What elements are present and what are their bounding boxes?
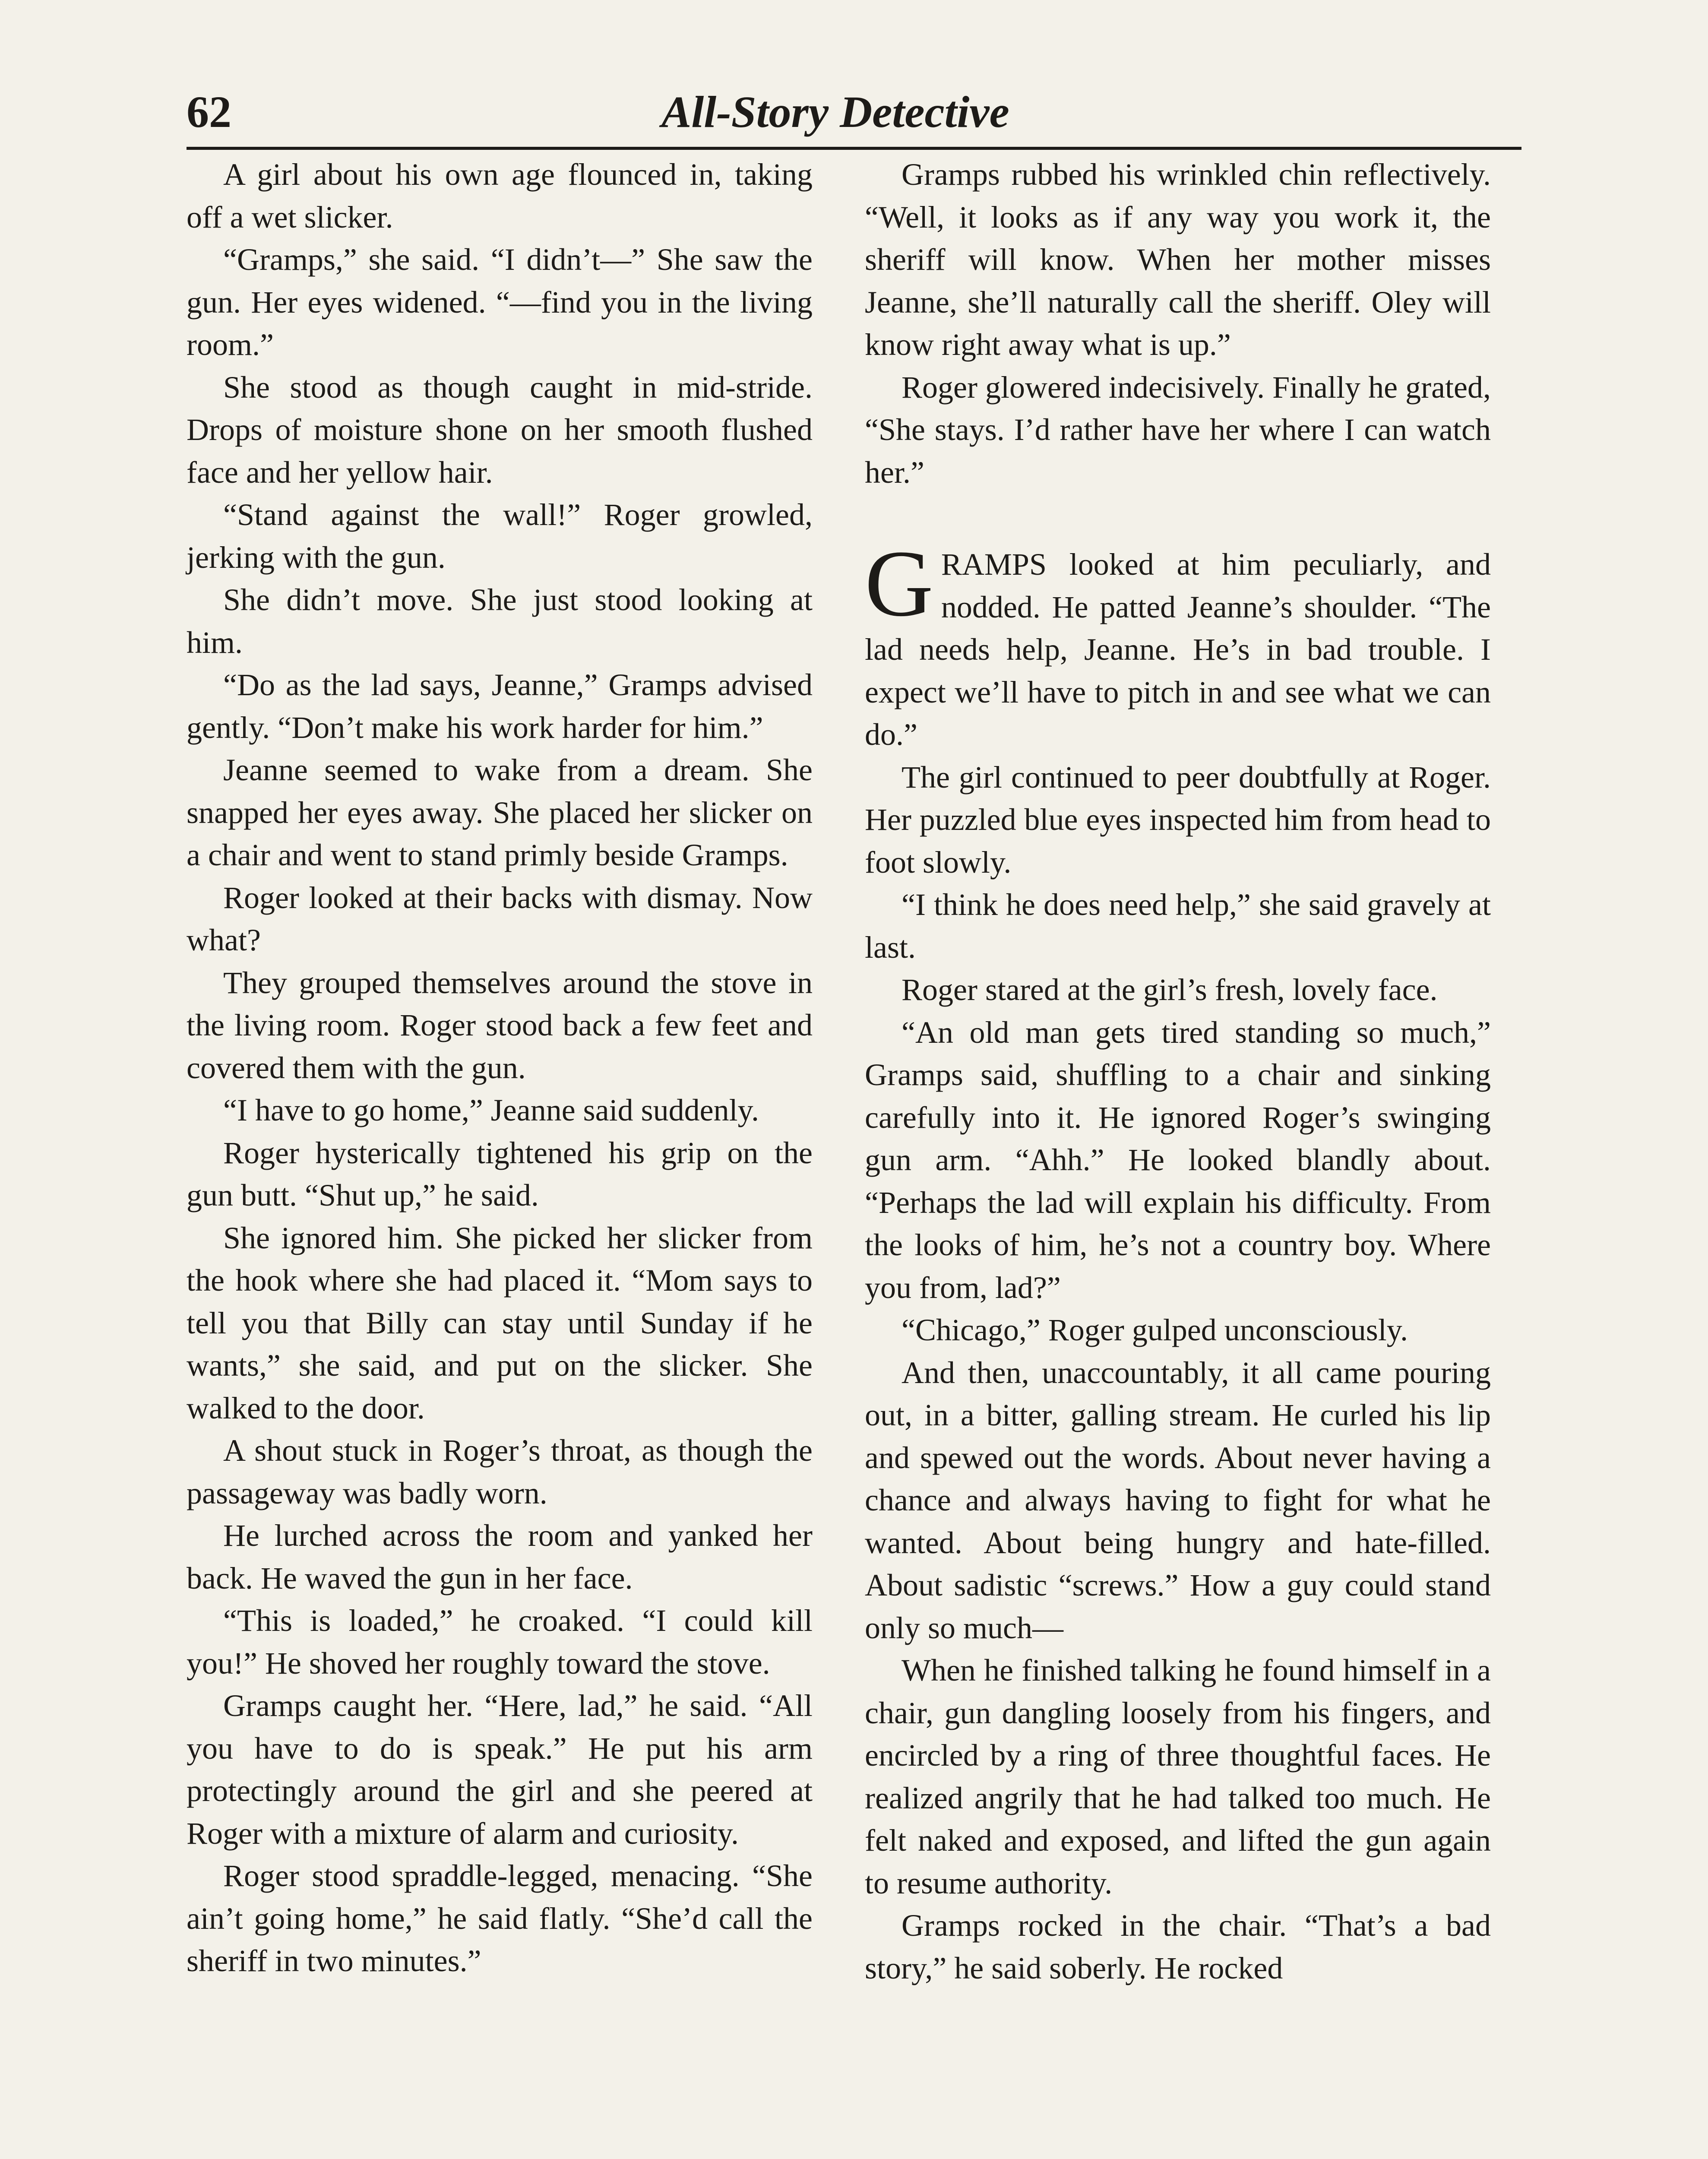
paragraph: She didn’t move. She just stood looking at him.: [187, 582, 813, 660]
paragraph: “Chicago,” Roger gulped unconsciously.: [901, 1313, 1408, 1347]
page-number: 62: [187, 87, 231, 137]
paragraph: “Do as the lad says, Jeanne,” Gramps advised gently. “Don’t make his work harder for him.”: [187, 668, 813, 745]
paragraph: “Stand against the wall!” Roger growled, jerking with the gun.: [187, 497, 813, 575]
paragraph: The girl continued to peer doubtfully at Roger. Her puzzled blue eyes inspected him from head to foot slowly.: [865, 760, 1491, 880]
paragraph: Gramps caught her. “Here, lad,” he said. “All you have to do is speak.” He put his arm protectingly around the girl and she peered at Roger with a mixture of alarm and curiosity.: [187, 1688, 813, 1851]
paragraph: They grouped themselves around the stove in the living room. Roger stood back a few feet and covered them with the gun.: [187, 965, 813, 1085]
paragraph: Roger stared at the girl’s fresh, lovely face.: [901, 972, 1438, 1007]
right-column: [865, 153, 1491, 2159]
paragraph: “I think he does need help,” she said gravely at last.: [865, 887, 1491, 965]
paragraph: “An old man gets tired standing so much,” Gramps said, shuffling to a chair and sinking carefully into it. He ignored Roger’s swinging gun arm. “Ahh.” He looked blandly about. “Perhaps the lad will explain his difficulty. From the looks of him, he’s not a country boy. Where you from, lad?”: [865, 1015, 1491, 1305]
paragraph: Jeanne seemed to wake from a dream. She snapped her eyes away. She placed her slicker on a chair and went to stand primly beside Gramps.: [187, 753, 813, 872]
paragraph: Roger stood spraddle-legged, menacing. “She ain’t going home,” he said flatly. “She’d call the sheriff in two minutes.”: [187, 1858, 813, 1978]
section-first-text: RAMPS looked at him peculiarly, and nodded. He patted Jeanne’s shoulder. “The lad needs help, Jeanne. He’s in bad trouble. I expect we’ll have to pitch in and see what we can do.”: [865, 547, 1491, 752]
paragraph: “I have to go home,” Jeanne said suddenly.: [223, 1093, 759, 1127]
drop-cap: G: [865, 531, 933, 636]
section-start-paragraph: [865, 531, 1491, 756]
paragraph: Roger hysterically tightened his grip on the gun butt. “Shut up,” he said.: [187, 1135, 813, 1212]
magazine-title: All-Story Detective: [661, 87, 1009, 137]
page-header: [187, 78, 1521, 150]
paragraph: And then, unaccountably, it all came pouring out, in a bitter, galling stream. He curled his lip and spewed out the words. About never having a chance and always having to fight for what he wanted. About being hungry and hate-filled. About sadistic “screws.” How a guy could stand only so much—: [865, 1355, 1491, 1645]
paragraph: She ignored him. She picked her slicker from the hook where she had placed it. “Mom says to tell you that Billy can stay until Sunday if he wants,” she said, and put on the slicker. She walked to the door.: [187, 1220, 813, 1425]
paragraph: Gramps rubbed his wrinkled chin reflectively. “Well, it looks as if any way you work it, the sheriff will know. When her mother misses Jeanne, she’ll naturally call the sheriff. Oley will know right away what is up.”: [865, 157, 1491, 362]
paragraph: A girl about his own age flounced in, taking off a wet slicker.: [187, 157, 813, 234]
paragraph: When he finished talking he found himself in a chair, gun dangling loosely from his fingers, and encircled by a ring of three thoughtful faces. He realized angrily that he had talked too much. He felt naked and exposed, and lifted the gun again to resume authority.: [865, 1653, 1491, 1900]
paragraph: A shout stuck in Roger’s throat, as though the passageway was badly worn.: [187, 1433, 813, 1510]
paragraph: Roger looked at their backs with dismay. Now what?: [187, 880, 813, 957]
paragraph: Roger glowered indecisively. Finally he grated, “She stays. I’d rather have her where I can watch her.”: [865, 370, 1491, 490]
paragraph: “This is loaded,” he croaked. “I could kill you!” He shoved her roughly toward the stove.: [187, 1603, 813, 1681]
left-column: [187, 153, 813, 2159]
paragraph: “Gramps,” she said. “I didn’t—” She saw the gun. Her eyes widened. “—find you in the living room.”: [187, 242, 813, 362]
paragraph: She stood as though caught in mid-stride. Drops of moisture shone on her smooth flushed face and her yellow hair.: [187, 370, 813, 490]
paragraph: Gramps rocked in the chair. “That’s a bad story,” he said soberly. He rocked: [865, 1908, 1491, 1985]
paragraph: He lurched across the room and yanked her back. He waved the gun in her face.: [187, 1518, 813, 1596]
